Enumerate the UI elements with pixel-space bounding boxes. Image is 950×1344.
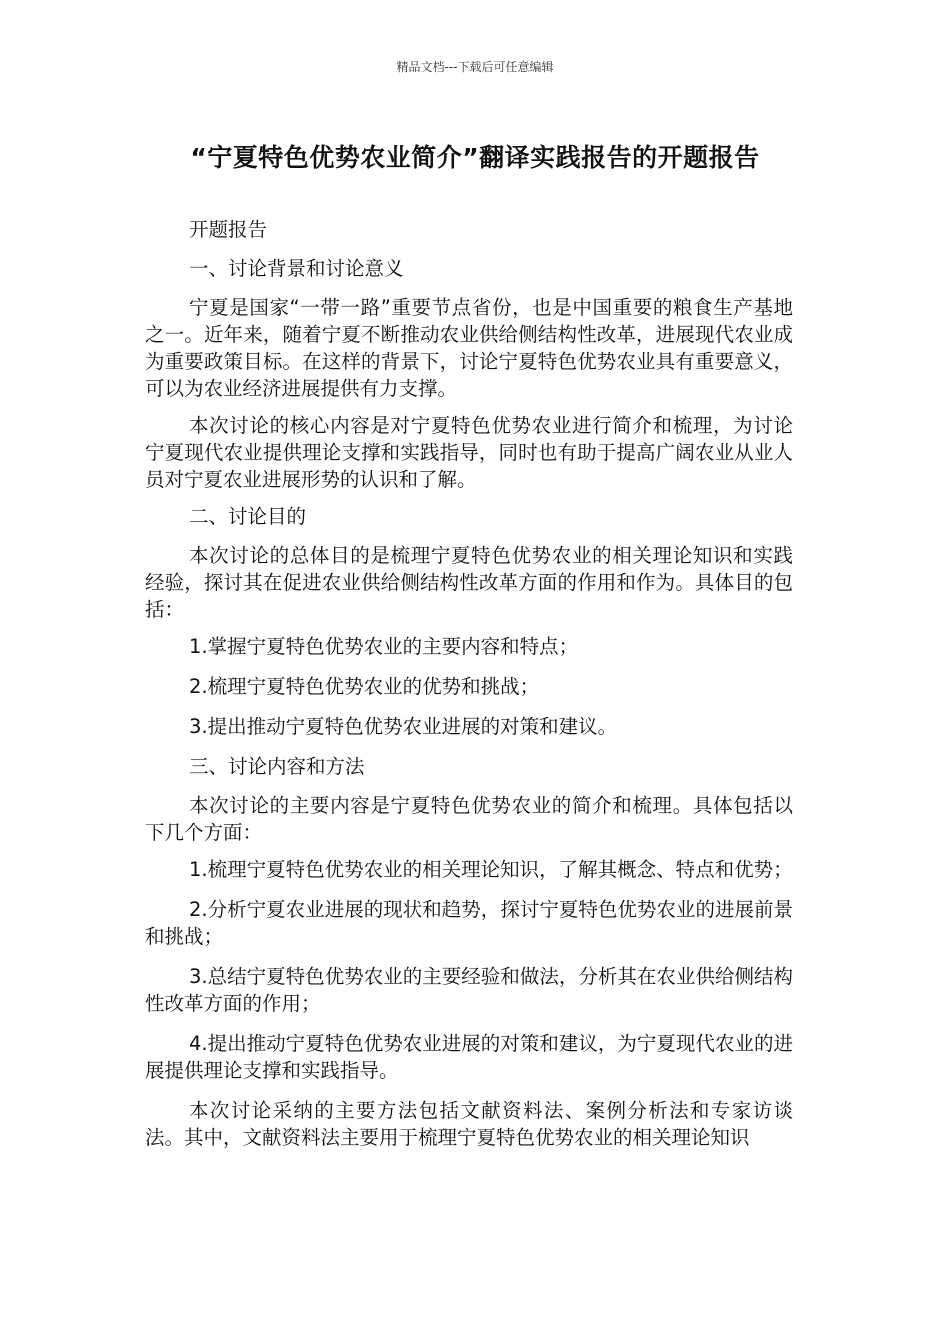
content-list-item-2: 2.分析宁夏农业进展的现状和趋势，探讨宁夏特色优势农业的进展前景和挑战；: [145, 898, 793, 948]
purpose-list-item-1: 1.掌握宁夏特色优势农业的主要内容和特点；: [189, 635, 579, 658]
header-note: 精品文档---下载后可任意编辑: [396, 60, 554, 74]
section-heading-content-method: 三、讨论内容和方法: [189, 755, 365, 778]
paragraph-heading-report: 开题报告: [189, 218, 268, 241]
paragraph-content-intro: 本次讨论的主要内容是宁夏特色优势农业的简介和梳理。具体包括以下几个方面：: [145, 794, 793, 844]
content-list-item-1: 1.梳理宁夏特色优势农业的相关理论知识，了解其概念、特点和优势；: [189, 858, 793, 881]
document-body: [145, 216, 793, 1161]
paragraph-background-1: 宁夏是国家“一带一路”重要节点省份，也是中国重要的粮食生产基地之一。近年来，随着宁夏不断推动农业供给侧结构性改革，进展现代农业成为重要政策目标。在这样的背景下，讨论宁夏特色优势农业具有重要意义，可以为农业经济进展提供有力支撑。: [145, 296, 793, 400]
section-heading-purpose: 二、讨论目的: [189, 505, 307, 528]
section-heading-background: 一、讨论背景和讨论意义: [189, 257, 404, 280]
purpose-list-item-2: 2.梳理宁夏特色优势农业的优势和挑战；: [189, 675, 540, 698]
paragraph-purpose: 本次讨论的总体目的是梳理宁夏特色优势农业的相关理论知识和实践经验，探讨其在促进农业供给侧结构性改革方面的作用和作为。具体目的包括：: [145, 544, 793, 621]
paragraph-background-2: 本次讨论的核心内容是对宁夏特色优势农业进行简介和梳理，为讨论宁夏现代农业提供理论支撑和实践指导，同时也有助于提高广阔农业从业人员对宁夏农业进展形势的认识和了解。: [145, 414, 793, 491]
purpose-list-item-3: 3.提出推动宁夏特色优势农业进展的对策和建议。: [189, 715, 618, 738]
paragraph-methods: 本次讨论采纳的主要方法包括文献资料法、案例分析法和专家访谈法。其中，文献资料法主要用于梳理宁夏特色优势农业的相关理论知识: [145, 1099, 793, 1149]
content-list-item-3: 3.总结宁夏特色优势农业的主要经验和做法，分析其在农业供给侧结构性改革方面的作用；: [145, 965, 793, 1015]
content-list-item-4: 4.提出推动宁夏特色优势农业进展的对策和建议，为宁夏现代农业的进展提供理论支撑和实践指导。: [145, 1032, 793, 1082]
document-title: “宁夏特色优势农业简介”翻译实践报告的开题报告: [190, 143, 760, 172]
